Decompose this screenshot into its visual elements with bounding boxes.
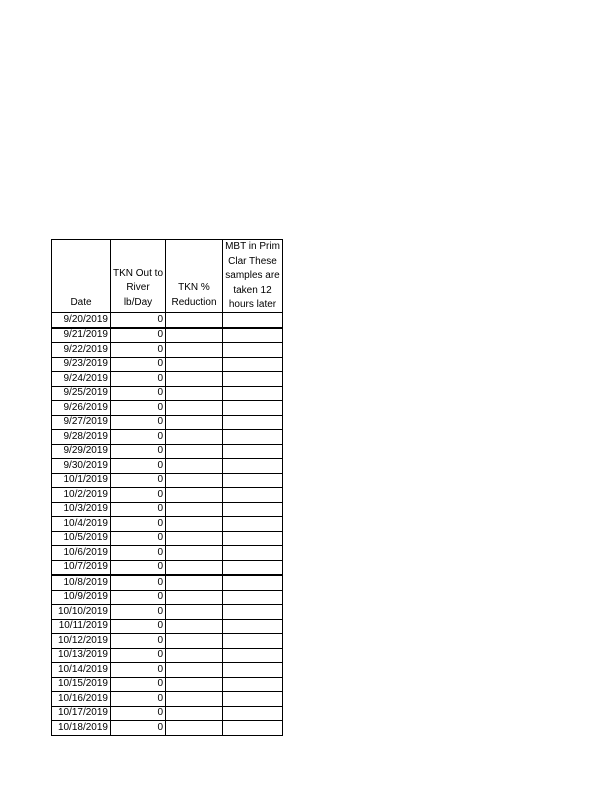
table-row (52, 721, 283, 736)
cell-tkn-out[interactable]: 0 (111, 488, 166, 503)
cell-date[interactable]: 10/7/2019 (52, 560, 111, 575)
table-row (52, 444, 283, 459)
table-row (52, 473, 283, 488)
cell-mbt[interactable] (223, 517, 283, 532)
cell-tkn-out[interactable]: 0 (111, 343, 166, 358)
cell-tkn-out[interactable]: 0 (111, 502, 166, 517)
cell-mbt[interactable] (223, 677, 283, 692)
cell-mbt[interactable] (223, 634, 283, 649)
cell-tkn-reduction[interactable] (166, 328, 223, 343)
tkn-data-table (51, 239, 283, 736)
cell-tkn-out[interactable]: 0 (111, 517, 166, 532)
cell-date[interactable]: 10/12/2019 (52, 634, 111, 649)
cell-mbt[interactable] (223, 328, 283, 343)
cell-mbt[interactable] (223, 313, 283, 328)
table-row (52, 531, 283, 546)
cell-mbt[interactable] (223, 605, 283, 620)
cell-tkn-out[interactable]: 0 (111, 401, 166, 416)
table-row (52, 517, 283, 532)
cell-tkn-out[interactable]: 0 (111, 430, 166, 445)
table-row (52, 560, 283, 575)
table-row (52, 663, 283, 678)
cell-tkn-reduction[interactable] (166, 634, 223, 649)
header-mbt-label: MBT in Prim Clar These samples are taken 12 hours later (225, 241, 280, 310)
table-row (52, 648, 283, 663)
cell-tkn-reduction[interactable] (166, 663, 223, 678)
table-row (52, 546, 283, 561)
cell-tkn-out[interactable]: 0 (111, 663, 166, 678)
table-row (52, 605, 283, 620)
cell-mbt[interactable] (223, 488, 283, 503)
cell-tkn-out[interactable]: 0 (111, 590, 166, 605)
cell-date[interactable]: 9/27/2019 (52, 415, 111, 430)
cell-tkn-out[interactable]: 0 (111, 706, 166, 721)
cell-mbt[interactable] (223, 648, 283, 663)
cell-tkn-out[interactable]: 0 (111, 328, 166, 343)
cell-tkn-out[interactable]: 0 (111, 605, 166, 620)
header-tkn-out[interactable] (111, 240, 166, 313)
cell-date[interactable]: 10/11/2019 (52, 619, 111, 634)
header-tkn-reduction[interactable] (166, 240, 223, 313)
table-row (52, 488, 283, 503)
cell-date[interactable]: 10/4/2019 (52, 517, 111, 532)
cell-mbt[interactable] (223, 473, 283, 488)
cell-tkn-out[interactable]: 0 (111, 648, 166, 663)
cell-date[interactable]: 9/22/2019 (52, 343, 111, 358)
cell-mbt[interactable] (223, 343, 283, 358)
header-tkn-out-label: TKN Out to River lb/Day (112, 267, 163, 308)
table-row (52, 386, 283, 401)
cell-tkn-reduction[interactable] (166, 313, 223, 328)
cell-tkn-out[interactable]: 0 (111, 531, 166, 546)
table-row (52, 619, 283, 634)
cell-tkn-reduction[interactable] (166, 401, 223, 416)
cell-tkn-out[interactable]: 0 (111, 619, 166, 634)
cell-tkn-reduction[interactable] (166, 473, 223, 488)
table-row (52, 430, 283, 445)
cell-mbt[interactable] (223, 372, 283, 387)
table-body (52, 313, 283, 736)
cell-tkn-out[interactable]: 0 (111, 560, 166, 575)
cell-tkn-reduction[interactable] (166, 415, 223, 430)
cell-date[interactable]: 10/6/2019 (52, 546, 111, 561)
cell-mbt[interactable] (223, 706, 283, 721)
cell-tkn-out[interactable]: 0 (111, 721, 166, 736)
cell-date[interactable]: 9/23/2019 (52, 357, 111, 372)
cell-mbt[interactable] (223, 663, 283, 678)
table-row (52, 706, 283, 721)
cell-mbt[interactable] (223, 560, 283, 575)
cell-tkn-reduction[interactable] (166, 706, 223, 721)
table-row (52, 313, 283, 328)
table-row (52, 502, 283, 517)
cell-tkn-reduction[interactable] (166, 386, 223, 401)
cell-tkn-out[interactable]: 0 (111, 313, 166, 328)
table-row (52, 357, 283, 372)
cell-tkn-out[interactable]: 0 (111, 575, 166, 590)
cell-date[interactable]: 9/30/2019 (52, 459, 111, 474)
cell-date[interactable]: 10/5/2019 (52, 531, 111, 546)
cell-date[interactable]: 10/2/2019 (52, 488, 111, 503)
table-row (52, 692, 283, 707)
cell-date[interactable]: 9/29/2019 (52, 444, 111, 459)
cell-tkn-reduction[interactable] (166, 372, 223, 387)
cell-tkn-reduction[interactable] (166, 677, 223, 692)
cell-tkn-out[interactable]: 0 (111, 386, 166, 401)
cell-tkn-reduction[interactable] (166, 357, 223, 372)
cell-mbt[interactable] (223, 546, 283, 561)
header-date[interactable] (52, 240, 111, 313)
spreadsheet-region (51, 239, 282, 736)
table-row (52, 343, 283, 358)
cell-tkn-reduction[interactable] (166, 430, 223, 445)
table-row (52, 401, 283, 416)
header-tkn-reduction-label: TKN % Reduction (171, 282, 217, 308)
header-row (52, 240, 283, 313)
cell-tkn-reduction[interactable] (166, 531, 223, 546)
cell-tkn-out[interactable]: 0 (111, 692, 166, 707)
cell-tkn-reduction[interactable] (166, 343, 223, 358)
cell-tkn-reduction[interactable] (166, 444, 223, 459)
cell-tkn-out[interactable]: 0 (111, 473, 166, 488)
cell-date[interactable]: 10/16/2019 (52, 692, 111, 707)
cell-tkn-reduction[interactable] (166, 502, 223, 517)
cell-tkn-out[interactable]: 0 (111, 677, 166, 692)
cell-tkn-out[interactable]: 0 (111, 634, 166, 649)
cell-mbt[interactable] (223, 575, 283, 590)
cell-tkn-reduction[interactable] (166, 619, 223, 634)
cell-tkn-reduction[interactable] (166, 459, 223, 474)
cell-mbt[interactable] (223, 692, 283, 707)
cell-date[interactable]: 9/21/2019 (52, 328, 111, 343)
table-row (52, 372, 283, 387)
cell-tkn-reduction[interactable] (166, 546, 223, 561)
cell-mbt[interactable] (223, 401, 283, 416)
cell-mbt[interactable] (223, 619, 283, 634)
cell-tkn-out[interactable]: 0 (111, 357, 166, 372)
cell-mbt[interactable] (223, 721, 283, 736)
table-row (52, 634, 283, 649)
cell-tkn-out[interactable]: 0 (111, 372, 166, 387)
cell-tkn-reduction[interactable] (166, 575, 223, 590)
cell-date[interactable]: 10/18/2019 (52, 721, 111, 736)
cell-mbt[interactable] (223, 590, 283, 605)
cell-tkn-out[interactable]: 0 (111, 546, 166, 561)
cell-date[interactable]: 10/9/2019 (52, 590, 111, 605)
table-row (52, 459, 283, 474)
cell-date[interactable]: 10/3/2019 (52, 502, 111, 517)
cell-date[interactable]: 10/15/2019 (52, 677, 111, 692)
cell-tkn-reduction[interactable] (166, 560, 223, 575)
cell-tkn-reduction[interactable] (166, 648, 223, 663)
cell-mbt[interactable] (223, 415, 283, 430)
cell-tkn-reduction[interactable] (166, 590, 223, 605)
cell-mbt[interactable] (223, 459, 283, 474)
cell-date[interactable]: 10/13/2019 (52, 648, 111, 663)
cell-date[interactable]: 10/14/2019 (52, 663, 111, 678)
cell-tkn-reduction[interactable] (166, 721, 223, 736)
cell-date[interactable]: 10/17/2019 (52, 706, 111, 721)
cell-date[interactable]: 9/24/2019 (52, 372, 111, 387)
cell-mbt[interactable] (223, 357, 283, 372)
table-row (52, 677, 283, 692)
cell-date[interactable]: 9/28/2019 (52, 430, 111, 445)
cell-date[interactable]: 10/1/2019 (52, 473, 111, 488)
table-row (52, 415, 283, 430)
cell-date[interactable]: 9/20/2019 (52, 313, 111, 328)
cell-date[interactable]: 10/10/2019 (52, 605, 111, 620)
cell-mbt[interactable] (223, 430, 283, 445)
cell-tkn-reduction[interactable] (166, 488, 223, 503)
cell-date[interactable]: 9/25/2019 (52, 386, 111, 401)
cell-mbt[interactable] (223, 502, 283, 517)
cell-date[interactable]: 9/26/2019 (52, 401, 111, 416)
cell-tkn-reduction[interactable] (166, 517, 223, 532)
cell-date[interactable]: 10/8/2019 (52, 575, 111, 590)
cell-tkn-reduction[interactable] (166, 605, 223, 620)
table-row (52, 328, 283, 343)
cell-mbt[interactable] (223, 444, 283, 459)
cell-mbt[interactable] (223, 531, 283, 546)
table-row (52, 590, 283, 605)
table-row (52, 575, 283, 590)
cell-mbt[interactable] (223, 386, 283, 401)
cell-tkn-reduction[interactable] (166, 692, 223, 707)
header-date-label: Date (70, 296, 92, 308)
cell-tkn-out[interactable]: 0 (111, 459, 166, 474)
cell-tkn-out[interactable]: 0 (111, 444, 166, 459)
cell-tkn-out[interactable]: 0 (111, 415, 166, 430)
header-mbt[interactable] (223, 240, 283, 313)
